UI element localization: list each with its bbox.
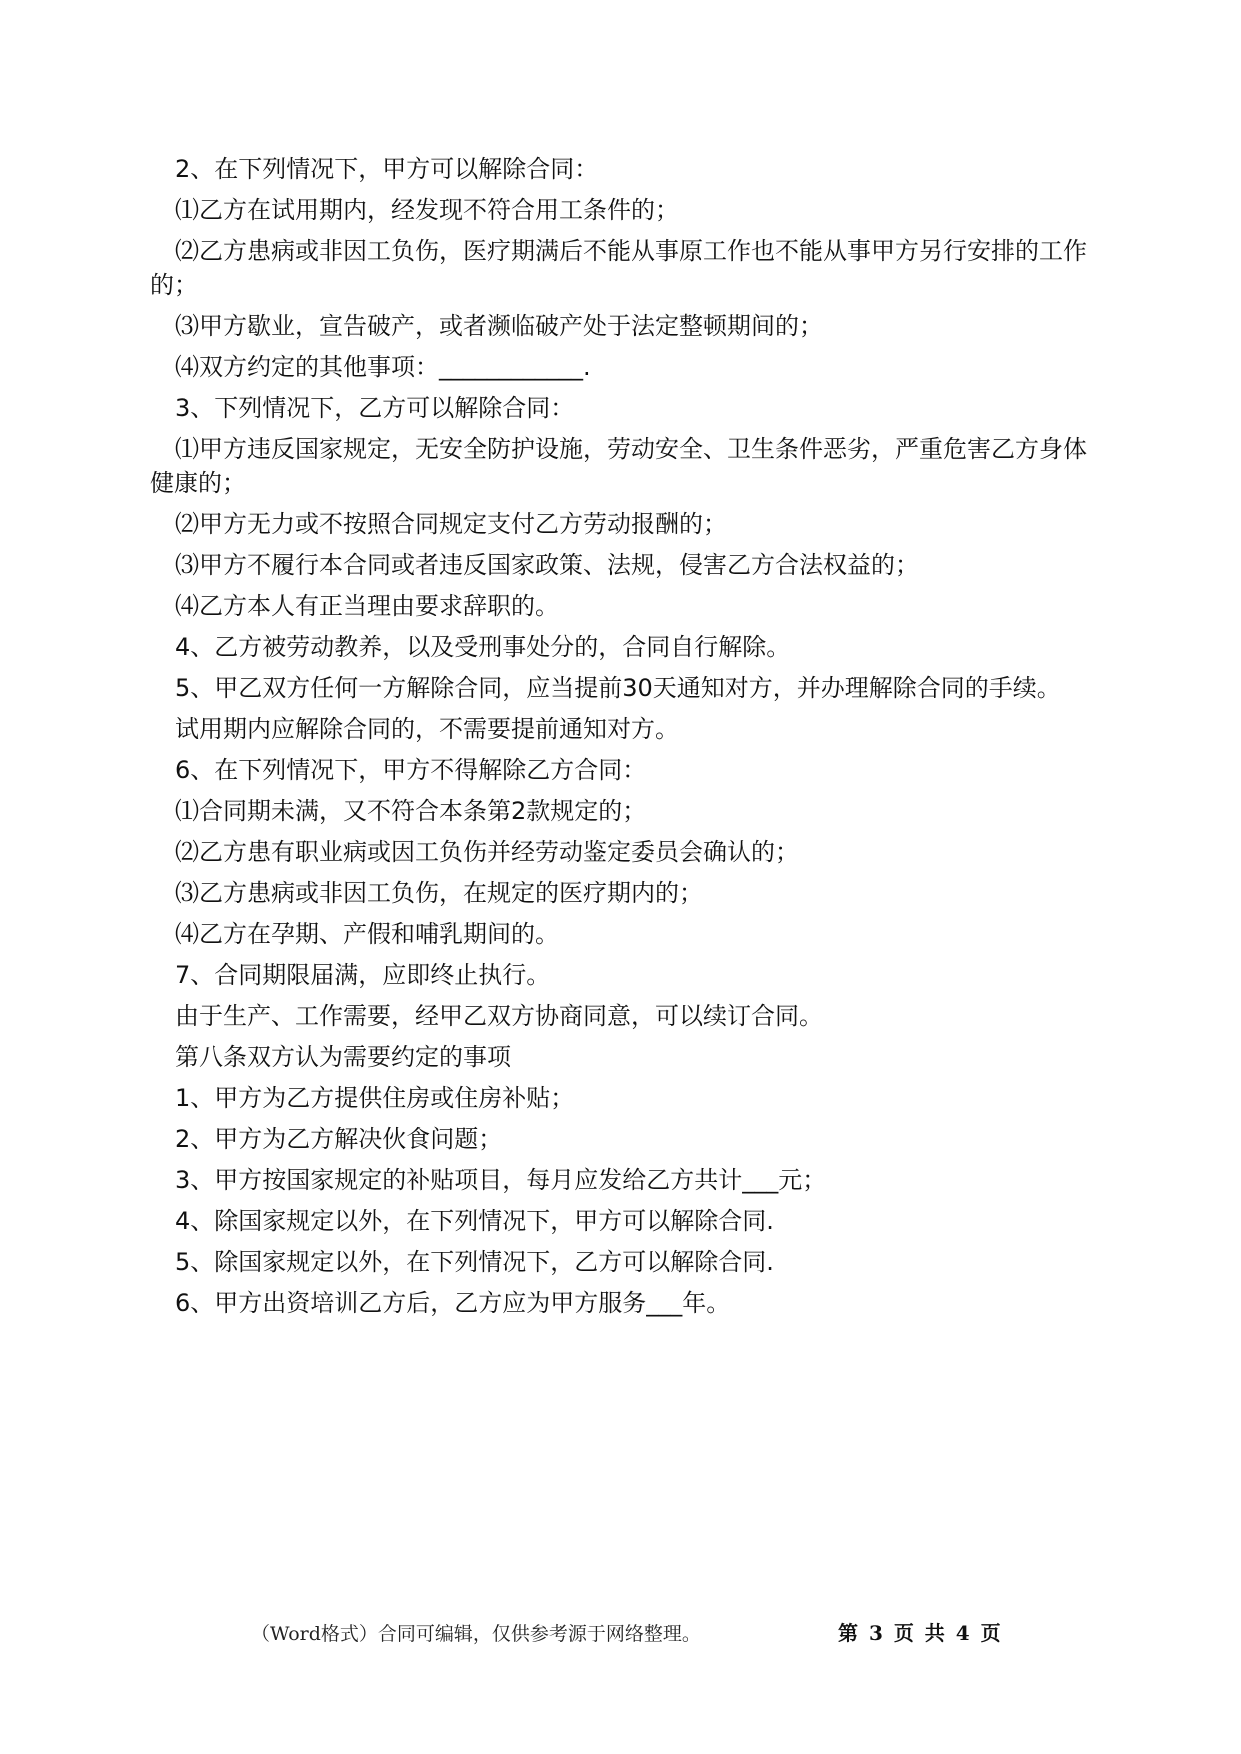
paragraph: 3、下列情况下，乙方可以解除合同： [175,394,575,422]
paragraph: 6、在下列情况下，甲方不得解除乙方合同： [175,756,647,784]
paragraph: 6、甲方出资培训乙方后，乙方应为甲方服务___年。 [175,1289,731,1317]
footer-note: （Word格式）合同可编辑，仅供参考源于网络整理。 [251,1623,701,1645]
paragraph: ⑴乙方在试用期内，经发现不符合用工条件的； [175,196,679,224]
paragraph: 2、甲方为乙方解决伙食问题； [175,1125,503,1153]
section-heading: 第八条双方认为需要约定的事项 [175,1043,511,1071]
paragraph: 5、除国家规定以外，在下列情况下，乙方可以解除合同. [175,1248,774,1276]
paragraph: ⑵乙方患病或非因工负伤，医疗期满后不能从事原工作也不能从事甲方另行安排的工作的； [150,237,1087,299]
paragraph: ⑶甲方歇业，宣告破产，或者濒临破产处于法定整顿期间的； [175,312,823,340]
paragraph: 2、在下列情况下，甲方可以解除合同： [175,155,599,183]
paragraph: 1、甲方为乙方提供住房或住房补贴； [175,1084,575,1112]
paragraph: ⑶乙方患病或非因工负伤，在规定的医疗期内的； [175,879,703,907]
paragraph: 7、合同期限届满，应即终止执行。 [175,961,551,989]
paragraph: ⑴甲方违反国家规定，无安全防护设施，劳动安全、卫生条件恶劣，严重危害乙方身体健康的； [150,435,1087,497]
contract-body [150,152,1110,1327]
paragraph: ⑵乙方患有职业病或因工负伤并经劳动鉴定委员会确认的； [175,838,799,866]
paragraph: ⑷双方约定的其他事项：____________. [175,353,591,381]
paragraph: 3、甲方按国家规定的补贴项目，每月应发给乙方共计___元； [175,1166,827,1194]
paragraph: 试用期内应解除合同的，不需要提前通知对方。 [175,715,679,743]
paragraph: ⑶甲方不履行本合同或者违反国家政策、法规，侵害乙方合法权益的； [175,551,919,579]
paragraph: 4、除国家规定以外，在下列情况下，甲方可以解除合同. [175,1207,774,1235]
paragraph: ⑷乙方在孕期、产假和哺乳期间的。 [175,920,559,948]
paragraph: 4、乙方被劳动教养，以及受刑事处分的，合同自行解除。 [175,633,791,661]
paragraph: 5、甲乙双方任何一方解除合同，应当提前30天通知对方，并办理解除合同的手续。 [175,674,1061,702]
paragraph: ⑷乙方本人有正当理由要求辞职的。 [175,592,559,620]
paragraph: ⑴合同期未满，又不符合本条第2款规定的； [175,797,647,825]
paragraph: 由于生产、工作需要，经甲乙双方协商同意，可以续订合同。 [175,1002,823,1030]
page-number: 第 3 页 共 4 页 [838,1621,1003,1645]
paragraph: ⑵甲方无力或不按照合同规定支付乙方劳动报酬的； [175,510,727,538]
